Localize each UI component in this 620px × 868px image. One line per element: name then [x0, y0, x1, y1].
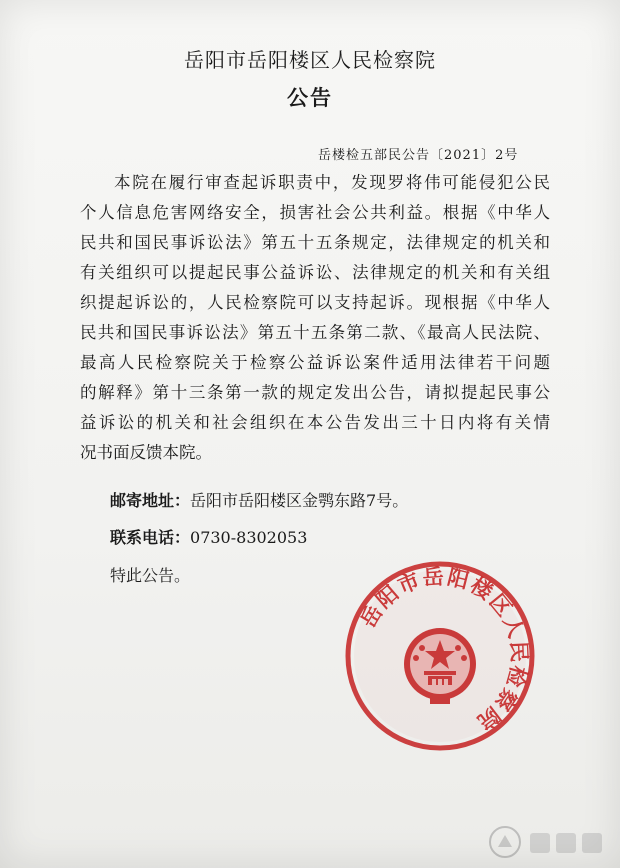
official-seal [340, 556, 540, 756]
body-line: 民共和国民事诉讼法》第五十五条规定，法律规定的机关和 [80, 233, 550, 252]
body-line: 个人信息危害网络安全，损害社会公共利益。根据《中华人 [80, 203, 550, 222]
document-number: 岳楼检五部民公告〔2021〕2号 [318, 148, 519, 163]
corner-watermark [488, 822, 608, 862]
body-line: 有关组织可以提起民事公益诉讼、法律规定的机关和有关组 [80, 263, 550, 282]
mailing-address-value: 岳阳市岳阳楼区金鹗东路7号。 [190, 491, 409, 510]
watermark-logo-icon [488, 825, 522, 859]
mailing-address-label: 邮寄地址： [110, 491, 191, 510]
body-line: 织提起诉讼的，人民检察院可以支持起诉。现根据《中华人 [80, 293, 550, 312]
announcement-body [80, 168, 550, 468]
closing-remark: 特此公告。 [110, 566, 191, 585]
body-line: 民共和国民事诉讼法》第五十五条第二款、《最高人民法院、 [80, 323, 550, 342]
body-line: 本院在履行审查起诉职责中，发现罗将伟可能侵犯公民 [114, 173, 550, 192]
body-line: 益诉讼的机关和社会组织在本公告发出三十日内将有关情 [80, 413, 550, 432]
phone-label: 联系电话： [110, 528, 191, 547]
phone-value: 0730-8302053 [190, 528, 308, 547]
body-line: 最高人民检察院关于检察公益诉讼案件适用法律若干问题 [80, 353, 550, 372]
watermark-mark-icon [528, 827, 608, 857]
seal-text: 岳阳市岳阳楼区人民检察院 [355, 563, 533, 736]
body-line: 的解释》第十三条第一款的规定发出公告，请拟提起民事公 [80, 383, 550, 402]
mailing-address-row [110, 488, 408, 511]
document-title: 公告 [287, 86, 333, 110]
phone-row [110, 525, 307, 548]
issuing-organization: 岳阳市岳阳楼区人民检察院 [184, 48, 436, 72]
body-line: 况书面反馈本院。 [80, 443, 212, 462]
